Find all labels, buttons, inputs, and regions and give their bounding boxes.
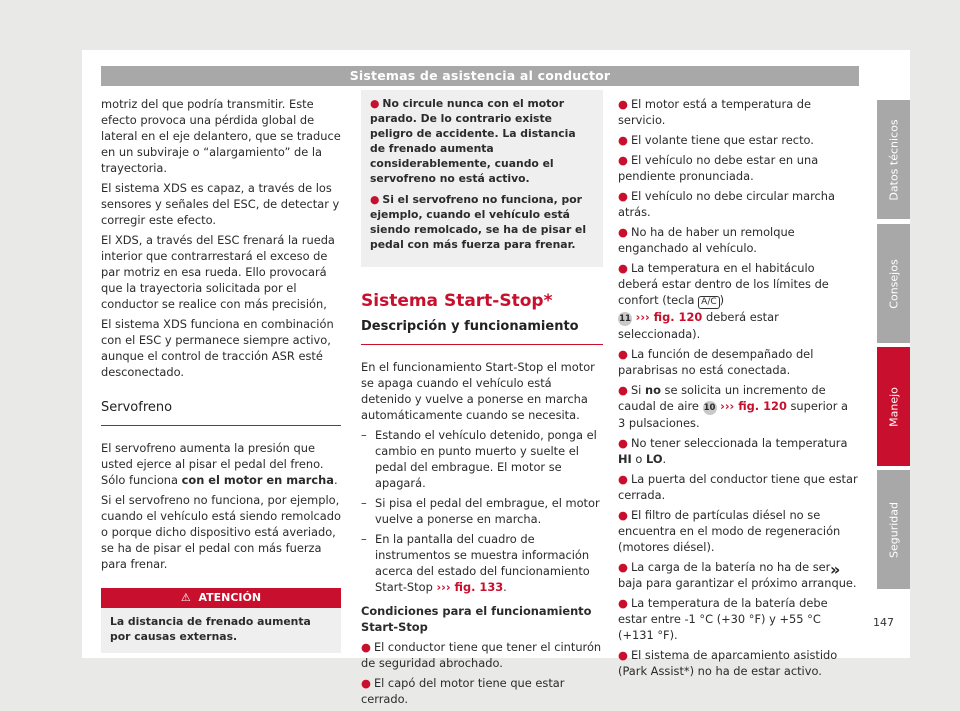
- text-run: Si pisa el pedal del embrague, el motor vuelve a ponerse en marcha.: [375, 496, 600, 526]
- text-run: Estando el vehículo detenido, ponga el cambio en punto muerto y suelte el pedal del embrague. El motor se apagará.: [375, 428, 597, 490]
- bullet-icon: ●: [618, 436, 628, 450]
- text-run: El vehículo no debe circular marcha atrás.: [618, 189, 835, 219]
- column-middle: [361, 96, 603, 711]
- text-run: El conductor tiene que tener el cinturón de seguridad abrochado.: [361, 640, 602, 670]
- tab-label: Seguridad: [887, 501, 900, 558]
- text-run: Si el servofreno no funciona, por ejemplo, cuando el vehículo está siendo remolcado, se ha de pisar el pedal con más fuerza para frenar.: [370, 193, 587, 251]
- text-run: El filtro de partículas diésel no se encuentra en el modo de regeneración (motores diésel).: [618, 508, 841, 554]
- paragraph: El sistema XDS es capaz, a través de los sensores y señales del ESC, de detectar y corregir este efecto.: [101, 181, 340, 227]
- tab-consejos[interactable]: [877, 224, 910, 343]
- callout-number-icon: 11: [619, 314, 631, 324]
- bullet-icon: ●: [618, 189, 628, 203]
- bullet-item: ● La temperatura en el habitáculo deberá estar dentro de los límites de confort (tecla A/C ) 11 ››› fig. 120 deberá estar seleccionada).: [618, 261, 829, 341]
- warning-box-continued: [361, 90, 603, 267]
- conditions-heading: Condiciones para el funcionamiento Start-Stop: [361, 604, 592, 634]
- paragraph: El sistema XDS funciona en combinación con el ESC y permanece siempre activo, aunque el control de tracción ASR esté desconectado.: [101, 317, 334, 379]
- text-run: No tener seleccionada la temperatura: [630, 436, 848, 450]
- bullet-item: [618, 382, 858, 431]
- dash-item: [361, 427, 603, 491]
- warning-title: ATENCIÓN: [198, 591, 262, 604]
- bullet-icon: ●: [370, 97, 380, 110]
- figure-reference-link[interactable]: ››› fig. 133: [436, 580, 504, 594]
- bullet-icon: ●: [618, 472, 628, 486]
- bullet-icon: ●: [618, 225, 628, 239]
- section-title: Sistema Start-Stop*: [361, 291, 553, 311]
- warning-box: [101, 588, 341, 653]
- warning-text: La distancia de frenado aumenta por causas externas.: [110, 615, 311, 643]
- dash-item: [361, 531, 603, 595]
- text-run: La temperatura en el habitáculo deberá estar dentro de los límites de confort (tecla: [618, 261, 829, 307]
- paragraph: En el funcionamiento Start-Stop el motor se apaga cuando el vehículo está detenido y vuelve a ponerse en marcha automáticamente cuando se necesita.: [361, 360, 595, 422]
- bullet-icon: ●: [618, 560, 628, 574]
- text-run: La carga de la batería no ha de ser baja para garantizar el próximo arranque.: [618, 560, 857, 590]
- callout-number-icon: 10: [703, 403, 716, 413]
- bullet-item: [618, 188, 858, 220]
- bullet-icon: ●: [618, 383, 628, 397]
- text-run: En la pantalla del cuadro de instrumentos se muestra información acerca del estado del funcionamiento Start-Stop: [375, 532, 590, 594]
- page-header: Sistemas de asistencia al conductor: [101, 66, 859, 86]
- bullet-item: [618, 595, 858, 643]
- continue-arrow-icon: »: [830, 560, 841, 579]
- page-number: 147: [873, 616, 894, 629]
- tab-manejo[interactable]: [877, 347, 910, 466]
- text-run: El vehículo no debe estar en una pendiente pronunciada.: [618, 153, 819, 183]
- bullet-icon: ●: [618, 596, 628, 610]
- warning-triangle-icon: ⚠: [180, 591, 191, 604]
- text-run: El servofreno aumenta la presión que usted ejerce al pisar el pedal del freno. Sólo funciona: [101, 441, 324, 487]
- text-run: La puerta del conductor tiene que estar cerrada.: [618, 472, 858, 502]
- subsection-heading: Descripción y funcionamiento: [361, 319, 603, 345]
- text-run: El motor está a temperatura de servicio.: [618, 97, 812, 127]
- tab-label: Datos técnicos: [887, 118, 900, 201]
- text-run: superior a 3 pulsaciones.: [618, 399, 848, 430]
- bullet-icon: ●: [361, 676, 371, 690]
- emphasis-text: con el motor en marcha: [181, 473, 334, 487]
- text-run: deberá estar seleccionada).: [618, 310, 779, 341]
- dash-icon: –: [361, 532, 367, 546]
- bullet-item: [361, 675, 603, 707]
- bullet-item: [618, 224, 858, 256]
- text-run: No ha de haber un remolque enganchado al vehículo.: [618, 225, 795, 255]
- warning-bullet: [370, 96, 594, 186]
- text-run: .: [662, 452, 667, 466]
- text-run: El sistema de aparcamiento asistido (Park Assist*) no ha de estar activo.: [618, 648, 838, 678]
- bullet-icon: ●: [618, 97, 628, 111]
- text-run: .: [333, 473, 338, 487]
- bullet-item: [618, 435, 858, 467]
- paragraph: motriz del que podría transmitir. Este efecto provoca una pérdida global de lateral en el eje delantero, que se traduce en un subviraje o “alargamiento” de la trayectoria.: [101, 97, 341, 175]
- tab-label: Consejos: [887, 258, 900, 309]
- figure-reference-link[interactable]: ››› fig. 120: [720, 399, 787, 413]
- column-left: [101, 96, 341, 653]
- text-run: .: [503, 580, 507, 594]
- bullet-item: [618, 152, 858, 184]
- emphasis-text: LO: [646, 452, 663, 466]
- dash-icon: –: [361, 496, 367, 510]
- text-run: El capó del motor tiene que estar cerrado.: [361, 676, 565, 706]
- dash-item: [361, 495, 603, 527]
- bullet-icon: ●: [618, 508, 628, 522]
- bullet-item: [618, 647, 858, 679]
- text-run: se solicita un incremento de caudal de aire: [618, 383, 826, 413]
- warning-bullet: [370, 192, 594, 252]
- bullet-icon: ●: [618, 153, 628, 167]
- bullet-item: [618, 346, 858, 378]
- text-run: Si: [630, 383, 645, 397]
- column-right: [618, 96, 858, 683]
- tab-datos-tecnicos[interactable]: [877, 100, 910, 219]
- emphasis-text: no: [644, 383, 661, 397]
- bullet-icon: ●: [361, 640, 371, 654]
- bullet-item: [618, 559, 858, 591]
- bullet-item: [361, 639, 603, 671]
- bullet-icon: ●: [618, 347, 628, 361]
- bullet-item: [618, 132, 858, 148]
- paragraph: El XDS, a través del ESC frenará la rueda interior que contrarrestará el exceso de par motriz en esa rueda. Ello provocará que la trayectoria solicitada por el conductor se realice con más precisión,: [101, 233, 335, 311]
- text-run: No circule nunca con el motor parado. De lo contrario existe peligro de accidente. La distancia de frenado aumenta considerablemente, cuando el servofreno no está activo.: [370, 97, 576, 185]
- paragraph: [101, 440, 341, 488]
- text-run: La función de desempañado del parabrisas no está conectada.: [618, 347, 814, 377]
- text-run: o: [631, 452, 646, 466]
- bullet-icon: ●: [618, 648, 628, 662]
- warning-header: [101, 588, 341, 608]
- bullet-icon: ●: [618, 133, 628, 147]
- emphasis-text: HI: [618, 452, 632, 466]
- paragraph: Si el servofreno no funciona, por ejemplo, cuando el vehículo está siendo remolcado o porque dicho dispositivo está averiado, se ha de pisar el pedal con más fuerza para frenar.: [101, 493, 341, 571]
- bullet-icon: ●: [370, 193, 380, 206]
- dash-icon: –: [361, 428, 367, 442]
- ac-key-icon: A/C: [698, 296, 719, 309]
- text-run: El volante tiene que estar recto.: [630, 133, 814, 147]
- bullet-item: [618, 507, 858, 555]
- section-heading-servofreno: Servofreno: [101, 400, 341, 426]
- bullet-item: [618, 471, 858, 503]
- text-run: La temperatura de la batería debe estar entre -1 °C (+30 °F) y +55 °C (+131 °F).: [618, 596, 828, 642]
- tab-seguridad[interactable]: [877, 470, 910, 589]
- figure-reference-link[interactable]: ››› fig. 120: [635, 310, 703, 324]
- tab-label: Manejo: [887, 386, 900, 427]
- bullet-item: [618, 96, 858, 128]
- bullet-icon: ●: [618, 261, 628, 275]
